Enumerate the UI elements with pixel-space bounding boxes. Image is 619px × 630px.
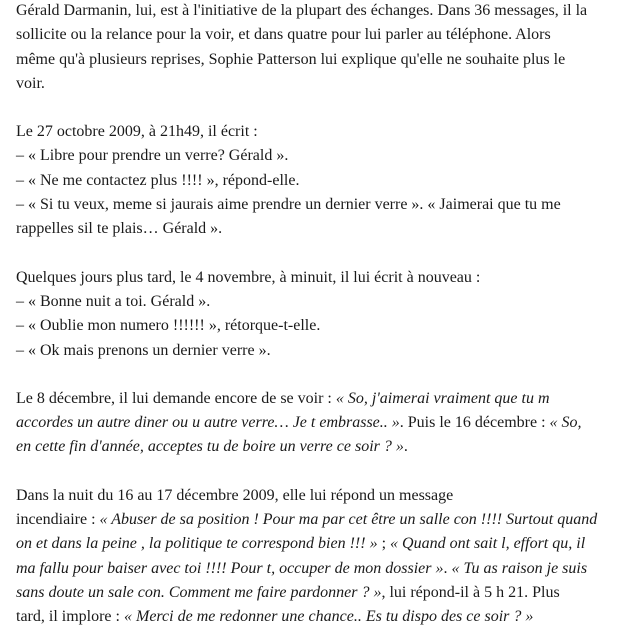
text-segment: tard, il implore :	[16, 608, 124, 626]
quote-line: – « Oublie mon numero !!!!!! », rétorque-t-elle.	[16, 317, 321, 335]
text-line: Quelques jours plus tard, le 4 novembre, à minuit, il lui écrit à nouveau :	[16, 268, 481, 286]
text-segment: .	[443, 559, 452, 577]
text-line	[16, 532, 609, 556]
quote-line: – « Ne me contactez plus !!!! », répond-elle.	[16, 171, 300, 189]
italic-quote: « Merci de me redonner une chance.. Es tu dispo des ce soir ? »	[123, 608, 534, 626]
quote-line: – « Si tu veux, meme si jaurais aime prendre un dernier verre ». « Jaimerai que tu me	[16, 196, 561, 214]
text-segment: incendiaire :	[16, 511, 100, 529]
italic-quote: « Tu as raison je suis	[451, 559, 588, 577]
paragraph-november-exchange	[16, 266, 609, 363]
paragraph-intro	[16, 0, 609, 96]
italic-quote: « Abuser de sa position ! Pour ma par cet être un salle con !!!! Surtout quand	[99, 511, 598, 529]
paragraph-october-exchange	[16, 120, 609, 241]
quote-line: – « Libre pour prendre un verre? Gérald ».	[16, 147, 289, 165]
text-segment: ;	[377, 535, 391, 553]
italic-quote: « So, j'aimerai vraiment que tu m	[335, 389, 550, 407]
text-line	[16, 387, 609, 411]
text-line	[16, 411, 609, 435]
italic-quote: accordes un autre diner ou u autre verre… Je t embrasse.. »	[16, 414, 400, 432]
italic-quote: « Quand ont sait l, effort qu, il	[390, 535, 586, 553]
paragraph-december-requests	[16, 387, 609, 460]
text-line	[16, 508, 609, 532]
text-line: Gérald Darmanin, lui, est à l'initiative de la plupart des échanges. Dans 36 messages, il la	[16, 2, 588, 19]
italic-quote: ma fallu pour baiser avec toi !!!! Pour t, occuper de mon dossier »	[16, 559, 444, 577]
text-line	[16, 605, 609, 629]
text-line: même qu'à plusieurs reprises, Sophie Patterson lui explique qu'elle ne souhaite plus le	[16, 50, 566, 68]
quote-line: – « Bonne nuit a toi. Gérald ».	[16, 292, 211, 310]
text-line: sollicite ou la relance pour la voir, et dans quatre pour lui parler au téléphone. Alors	[16, 26, 551, 44]
text-line	[16, 435, 609, 459]
quote-line: rappelles sil te plais… Gérald ».	[16, 220, 223, 238]
text-segment: Le 8 décembre, il lui demande encore de se voir :	[16, 389, 336, 407]
text-line	[16, 581, 609, 605]
text-segment: . Puis le 16 décembre :	[399, 414, 550, 432]
quote-line: – « Ok mais prenons un dernier verre ».	[16, 341, 271, 359]
text-line: Le 27 octobre 2009, à 21h49, il écrit :	[16, 123, 258, 141]
italic-quote: « So,	[549, 414, 582, 432]
text-segment: .	[403, 438, 408, 456]
italic-quote: on et dans la peine , la politique te correspond bien !!! »	[16, 535, 378, 553]
italic-quote: sans doute un sale con. Comment me faire pardonner ? »	[16, 583, 382, 601]
text-line: voir.	[16, 74, 45, 92]
text-segment: , lui répond-il à 5 h 21. Plus	[381, 583, 560, 601]
paragraph-december-reply	[16, 484, 609, 630]
text-line: Dans la nuit du 16 au 17 décembre 2009, elle lui répond un message	[16, 486, 454, 504]
italic-quote: en cette fin d'année, acceptes tu de boire un verre ce soir ? »	[16, 438, 404, 456]
